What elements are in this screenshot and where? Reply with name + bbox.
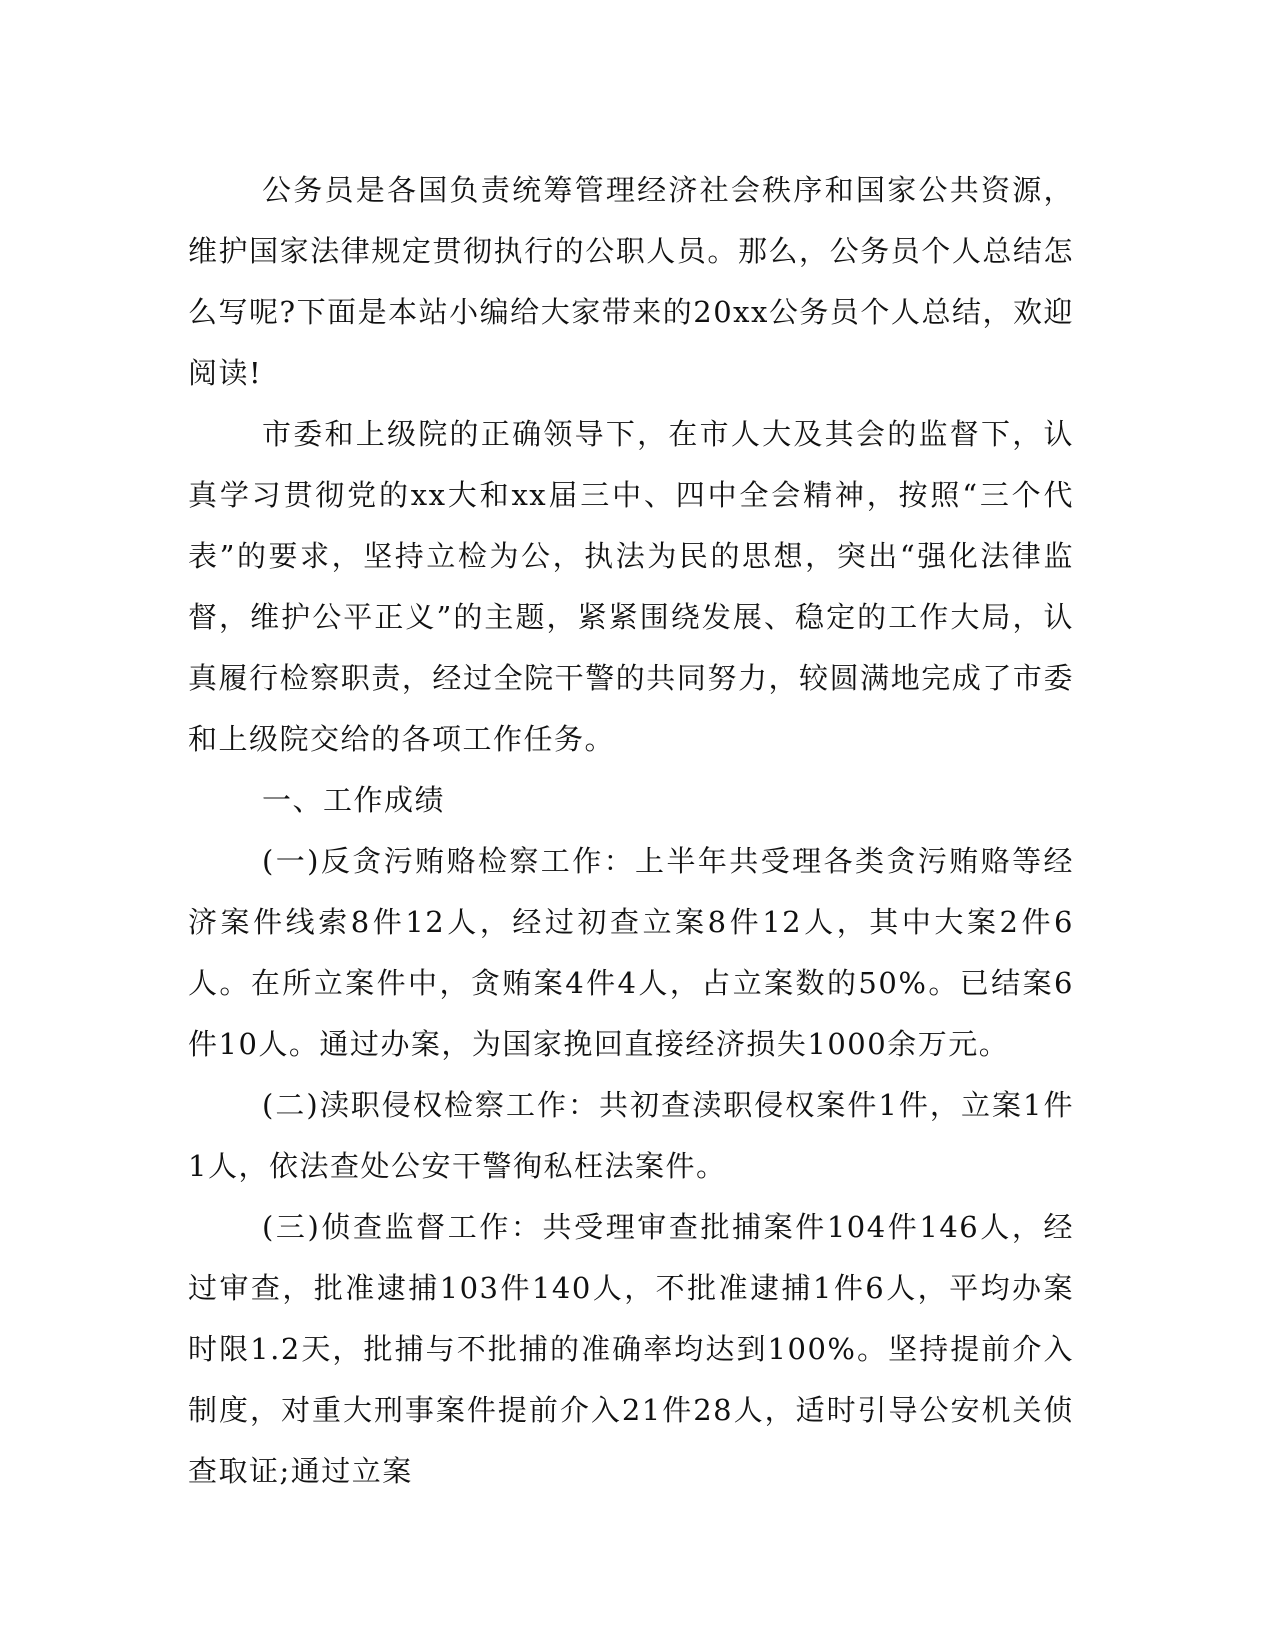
document-body <box>188 160 1074 1502</box>
investigation-supervision-paragraph: (三)侦查监督工作：共受理审查批捕案件104件146人，经过审查，批准逮捕103件140人，不批准逮捕1件6人，平均办案时限1.2天，批捕与不批捕的准确率均达到100%。坚持提前介入制度，对重大刑事案件提前介入21件28人，适时引导公安机关侦查取证;通过立案 <box>188 1210 1074 1488</box>
summary-paragraph: 市委和上级院的正确领导下，在市人大及其会的监督下，认真学习贯彻党的xx大和xx届三中、四中全会精神，按照“三个代表”的要求，坚持立检为公，执法为民的思想，突出“强化法律监督，维护公平正义”的主题，紧紧围绕发展、稳定的工作大局，认真履行检察职责，经过全院干警的共同努力，较圆满地完成了市委和上级院交给的各项工作任务。 <box>188 417 1074 756</box>
section-heading: 一、工作成绩 <box>262 783 446 817</box>
dereliction-paragraph: (二)渎职侵权检察工作：共初查渎职侵权案件1件，立案1件1人，依法查处公安干警徇私枉法案件。 <box>188 1088 1074 1183</box>
intro-paragraph: 公务员是各国负责统筹管理经济社会秩序和国家公共资源，维护国家法律规定贯彻执行的公职人员。那么，公务员个人总结怎么写呢?下面是本站小编给大家带来的20xx公务员个人总结，欢迎阅读! <box>188 173 1074 390</box>
anti-corruption-paragraph: (一)反贪污贿赂检察工作：上半年共受理各类贪污贿赂等经济案件线索8件12人，经过初查立案8件12人，其中大案2件6人。在所立案件中，贪贿案4件4人，占立案数的50%。已结案6件10人。通过办案，为国家挽回直接经济损失1000余万元。 <box>188 844 1074 1061</box>
